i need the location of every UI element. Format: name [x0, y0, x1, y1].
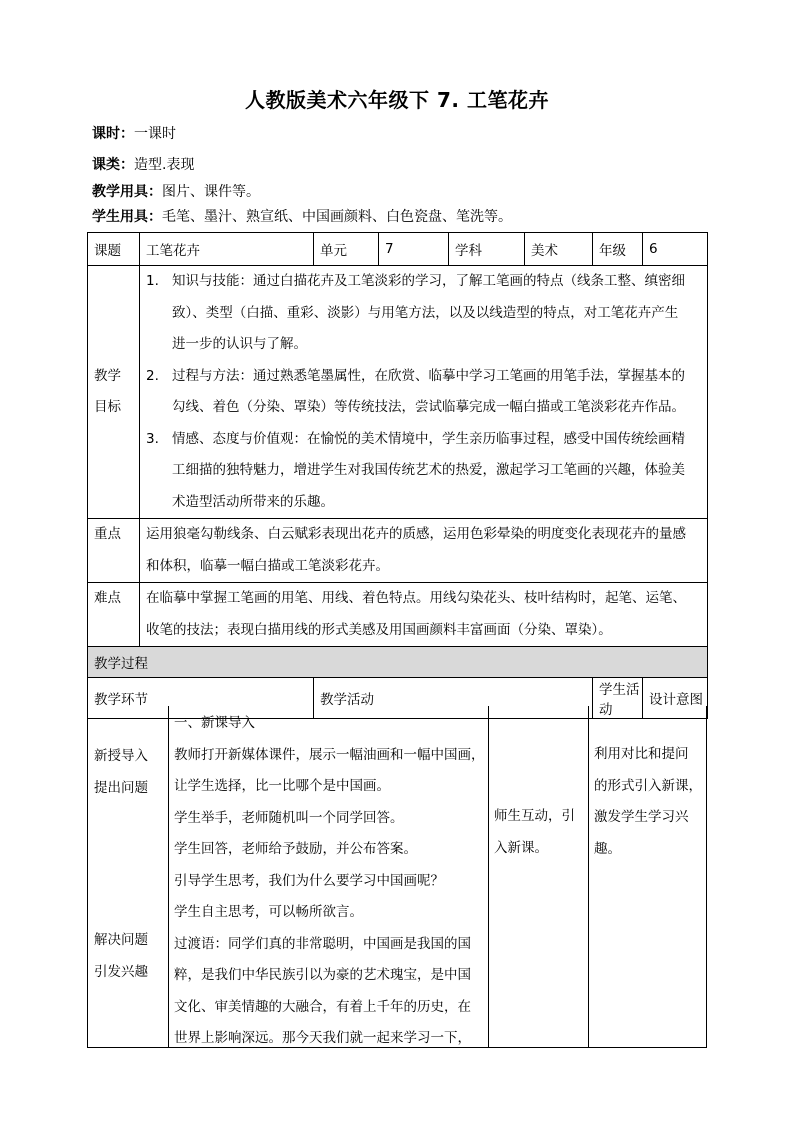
objective-item: 1. 知识与技能：通过白描花卉及工笔淡彩的学习，了解工笔画的特点（线条工整、缜密细 致）、类型（白描、重彩、淡影）与用笔方法，以及以线造型的特点，对工笔花卉产生 进一步的认识与了解。 [146, 273, 685, 352]
subject-value: 美术 [525, 233, 593, 266]
student-activity-line: 入新课。 [494, 839, 548, 856]
process-body [87, 706, 707, 1048]
class-type-value: 造型.表现 [134, 157, 195, 173]
class-hours-value: 一课时 [134, 126, 176, 142]
activity-line: 一、新课导入 [174, 715, 255, 731]
student-activity-line: 师生互动，引 [494, 808, 575, 824]
subject-label: 学科 [449, 233, 525, 266]
page-title: 人教版美术六年级下 7. 工笔花卉 [245, 88, 549, 112]
design-intent-cell [588, 706, 706, 1047]
activity-line: 让学生选择，比一比哪个是中国画。 [174, 778, 390, 794]
teacher-tools-label: 教学用具： [92, 184, 162, 200]
student-tools-label: 学生用具： [92, 209, 162, 225]
teacher-tools-line [92, 182, 260, 202]
class-type-label: 课类： [92, 157, 134, 173]
activity-line: 世界上影响深远。那今天我们就一起来学习一下， [174, 1030, 471, 1046]
col-student-activity: 学生活动 [593, 678, 643, 719]
key-points-content: 运用狼毫勾勒线条、白云赋彩表现出花卉的质感，运用色彩晕染的明度变化表现花卉的量感 和体积，临摹一幅白描或工笔淡彩花卉。 [140, 519, 708, 583]
objectives-row [88, 266, 708, 519]
stage-cell [88, 706, 169, 1047]
activity-line: 学生回答，老师给予鼓励，并公布答案。 [174, 841, 417, 857]
difficulties-row [88, 583, 708, 647]
col-stage: 教学环节 [88, 678, 314, 719]
design-intent-line: 利用对比和提问 [594, 746, 689, 762]
difficulties-label: 难点 [88, 583, 140, 647]
activity-line: 学生举手，老师随机叫一个同学回答。 [174, 809, 404, 826]
stage-2-line-1: 解决问题 [94, 932, 148, 948]
design-intent-line: 激发学生学习兴 [594, 809, 689, 825]
activity-line: 引导学生思考，我们为什么要学习中国画呢？ [174, 872, 444, 889]
process-header-row [88, 647, 708, 678]
objectives-label: 教学 目标 [88, 266, 140, 519]
stage-1-line-2: 提出问题 [94, 779, 148, 796]
col-design-intent: 设计意图 [643, 678, 708, 719]
process-header: 教学过程 [88, 647, 708, 678]
stage-2-line-2: 引发兴趣 [94, 963, 148, 980]
info-row [88, 233, 708, 266]
objectives-content [140, 266, 708, 519]
lesson-table [87, 232, 708, 719]
design-intent-line: 的形式引入新课， [594, 777, 702, 794]
stage-1-line-1: 新授导入 [94, 748, 148, 764]
student-activity-cell [488, 706, 589, 1047]
difficulties-content: 在临摹中掌握工笔画的用笔、用线、着色特点。用线勾染花头、枝叶结构时，起笔、运笔、 收笔的技法；表现白描用线的形式美感及用国画颜料丰富画面（分染、罩染）。 [140, 583, 708, 647]
student-tools-value: 毛笔、墨汁、熟宣纸、中国画颜料、白色瓷盘、笔洗等。 [162, 209, 512, 225]
key-points-label: 重点 [88, 519, 140, 583]
class-type-line [92, 155, 194, 175]
grade-value: 6 [643, 233, 708, 266]
unit-label: 单元 [314, 233, 379, 266]
activity-line: 教师打开新媒体课件，展示一幅油画和一幅中国画， [174, 746, 485, 763]
activity-line: 文化、审美情趣的大融合，有着上千年的历史，在 [174, 998, 471, 1015]
class-hours-line [92, 124, 176, 144]
activity-line: 过渡语：同学们真的非常聪明，中国画是我国的国 [174, 935, 471, 952]
unit-value: 7 [379, 233, 449, 266]
student-tools-line [92, 207, 512, 227]
grade-label: 年级 [593, 233, 643, 266]
objective-item: 2. 过程与方法：通过熟悉笔墨属性，在欣赏、临摹中学习工笔画的用笔手法，掌握基本的 勾线、着色（分染、罩染）等传统技法，尝试临摹完成一幅白描或工笔淡彩花卉作品。 [146, 367, 685, 415]
topic-label: 课题 [88, 233, 140, 266]
objective-item: 3. 情感、态度与价值观：在愉悦的美术情境中，学生亲历临事过程，感受中国传统绘画精 工细描的独特魅力，增进学生对我国传统艺术的热爱，激起学习工笔画的兴趣，体验美 术造型活动所带来的乐趣。 [146, 430, 685, 510]
col-activity: 教学活动 [314, 678, 593, 719]
class-hours-label: 课时： [92, 126, 134, 142]
key-points-row [88, 519, 708, 583]
activity-line: 粹，是我们中华民族引以为豪的艺术瑰宝，是中国 [174, 967, 471, 983]
activity-line: 学生自主思考，可以畅所欲言。 [174, 904, 363, 920]
activity-cell [168, 706, 489, 1047]
teacher-tools-value: 图片、课件等。 [162, 184, 260, 200]
design-intent-line: 趣。 [594, 840, 621, 857]
topic-value: 工笔花卉 [140, 233, 314, 266]
